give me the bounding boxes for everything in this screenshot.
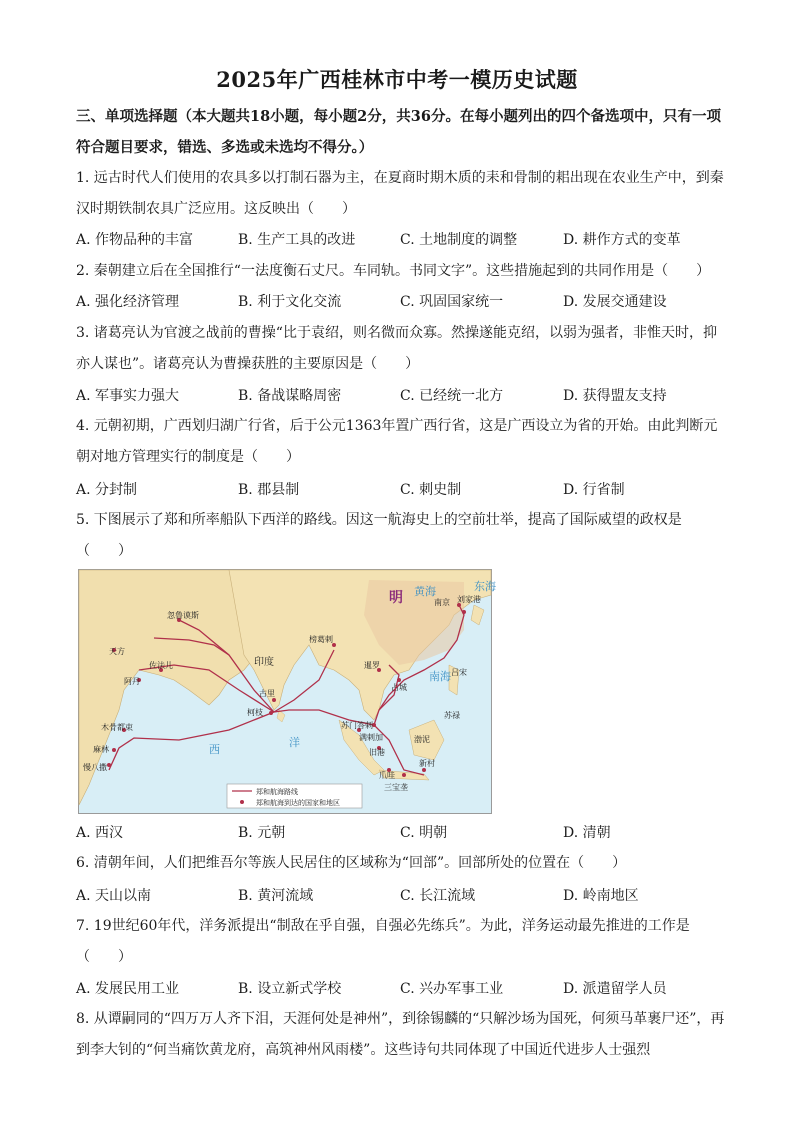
question-stem: 5. 下图展示了郑和所率船队下西洋的路线。因这一航海史上的空前壮举，提高了国际威望的政权是（ ） (76, 512, 682, 559)
place-label: 刘家港 (457, 595, 481, 604)
sea-label: 黄海 (414, 585, 436, 598)
question-stem: 2. 秦朝建立后在全国推行“一法度衡石丈尺。车同轨。书同文字”。这些措施起到的共同作用是（ ） (76, 263, 711, 279)
option-b[interactable]: B. 郡县制 (238, 482, 300, 498)
korea-land (471, 605, 484, 625)
question-stem: 7. 19世纪60年代，洋务派提出“制敌在乎自强，自强必先练兵”。为此，洋务运动最先推进的工作是（ ） (76, 918, 690, 965)
option-row (76, 822, 726, 846)
place-label: 忽鲁谟斯 (167, 611, 199, 620)
page-title: 2025年广西桂林市中考一模历史试题 (216, 67, 578, 92)
option-b[interactable]: B. 备战谋略周密 (238, 388, 342, 404)
sea-label: 印度 (254, 657, 274, 668)
place-label: 榜葛剌 (309, 635, 333, 644)
option-d[interactable]: D. 行省制 (563, 482, 625, 498)
option-d[interactable]: D. 派遣留学人员 (563, 981, 667, 997)
place-label: 南京 (434, 598, 450, 607)
legend-label: 郑和航海路线 (256, 788, 298, 796)
question-stem: 1. 远古时代人们使用的农具多以打制石器为主，在夏商时期木质的耒和骨制的耜出现在农业生产中，到秦汉时期铁制农具广泛应用。这反映出（ ） (76, 170, 724, 217)
place-label: 苏禄 (444, 711, 460, 720)
legend-label: 郑和航海到达的国家和地区 (256, 799, 340, 807)
option-d[interactable]: D. 岭南地区 (563, 888, 639, 904)
option-a[interactable]: A. 军事实力强大 (76, 388, 180, 404)
place-label: 木骨都束 (101, 723, 133, 732)
option-row (76, 385, 726, 409)
option-c[interactable]: C. 刺史制 (400, 482, 462, 498)
place-label: 古里 (259, 689, 275, 698)
option-a[interactable]: A. 强化经济管理 (76, 294, 180, 310)
legend-dot (240, 800, 244, 804)
option-b[interactable]: B. 黄河流域 (238, 888, 314, 904)
option-row (76, 229, 726, 253)
option-row (76, 291, 726, 315)
option-row (76, 479, 726, 503)
place-label: 爪哇 (379, 771, 395, 780)
option-c[interactable]: C. 兴办军事工业 (400, 981, 504, 997)
option-a[interactable]: A. 作物品种的丰富 (76, 232, 194, 248)
option-d[interactable]: D. 耕作方式的变革 (563, 232, 681, 248)
place-label: 新村 (419, 759, 435, 768)
option-d[interactable]: D. 清朝 (563, 825, 611, 841)
section-heading: 三、单项选择题（本大题共18小题，每小题2分，共36分。在每小题列出的四个备选项中，只有一项符合题目要求，错选、多选或未选均不得分。） (76, 108, 721, 156)
place-label: 渤泥 (414, 735, 430, 744)
place-label: 暹罗 (364, 661, 380, 670)
option-a[interactable]: A. 发展民用工业 (76, 981, 180, 997)
question-stem: 4. 元朝初期，广西划归湖广行省，后于公元1363年置广西行省，这是广西设立为省的开始。由此判断元朝对地方管理实行的制度是（ ） (76, 418, 718, 465)
place-label: 苏门答剌 (341, 721, 373, 730)
option-b[interactable]: B. 利于文化交流 (238, 294, 342, 310)
option-a[interactable]: A. 西汉 (76, 825, 124, 841)
sea-label: 洋 (289, 736, 300, 749)
place-label: 天方 (109, 647, 125, 656)
option-c[interactable]: C. 长江流域 (400, 888, 476, 904)
place-label: 三宝垄 (384, 783, 408, 792)
sea-label: 南海 (429, 670, 451, 683)
question-stem: 3. 诸葛亮认为官渡之战前的曹操“比于袁绍，则名微而众寡。然操遂能克绍，以弱为强者，非惟天时，抑亦人谋也”。诸葛亮认为曹操获胜的主要原因是（ ） (76, 325, 717, 372)
option-a[interactable]: A. 分封制 (76, 482, 138, 498)
option-row (76, 885, 726, 909)
sea-label: 西 (209, 743, 220, 756)
map-graphic (79, 570, 496, 813)
place-label: 旧港 (369, 748, 385, 757)
option-c[interactable]: C. 巩固国家统一 (400, 294, 504, 310)
place-label: 慢八撒 (83, 763, 107, 772)
place-label: 占城 (391, 683, 407, 692)
option-d[interactable]: D. 获得盟友支持 (563, 388, 667, 404)
option-c[interactable]: C. 土地制度的调整 (400, 232, 518, 248)
country-label: 明 (389, 590, 403, 606)
sea-label: 东海 (474, 580, 496, 593)
option-d[interactable]: D. 发展交通建设 (563, 294, 667, 310)
place-label: 阿丹 (124, 677, 140, 686)
place-label: 柯枝 (247, 708, 263, 717)
question-stem: 6. 清朝年间，人们把维吾尔等族人民居住的区域称为“回部”。回部所处的位置在（ ） (76, 855, 627, 871)
option-b[interactable]: B. 元朝 (238, 825, 286, 841)
option-b[interactable]: B. 生产工具的改进 (238, 232, 356, 248)
place-label: 吕宋 (451, 668, 467, 677)
option-row (76, 978, 726, 1002)
option-c[interactable]: C. 明朝 (400, 825, 448, 841)
place-label: 麻林 (93, 745, 109, 754)
option-c[interactable]: C. 已经统一北方 (400, 388, 504, 404)
option-a[interactable]: A. 天山以南 (76, 888, 152, 904)
place-label: 佐法儿 (149, 661, 173, 670)
question-stem: 8. 从谭嗣同的“四万万人齐下泪，天涯何处是神州”，到徐锡麟的“只解沙场为国死，何须马革裹尸还”，再到李大钊的“何当痛饮黄龙府，高筑神州风雨楼”。这些诗句共同体现了中国近代进步人士强烈 (76, 1011, 725, 1058)
place-label: 满剌加 (359, 733, 383, 742)
zheng-he-route-map (78, 569, 496, 814)
option-b[interactable]: B. 设立新式学校 (238, 981, 342, 997)
